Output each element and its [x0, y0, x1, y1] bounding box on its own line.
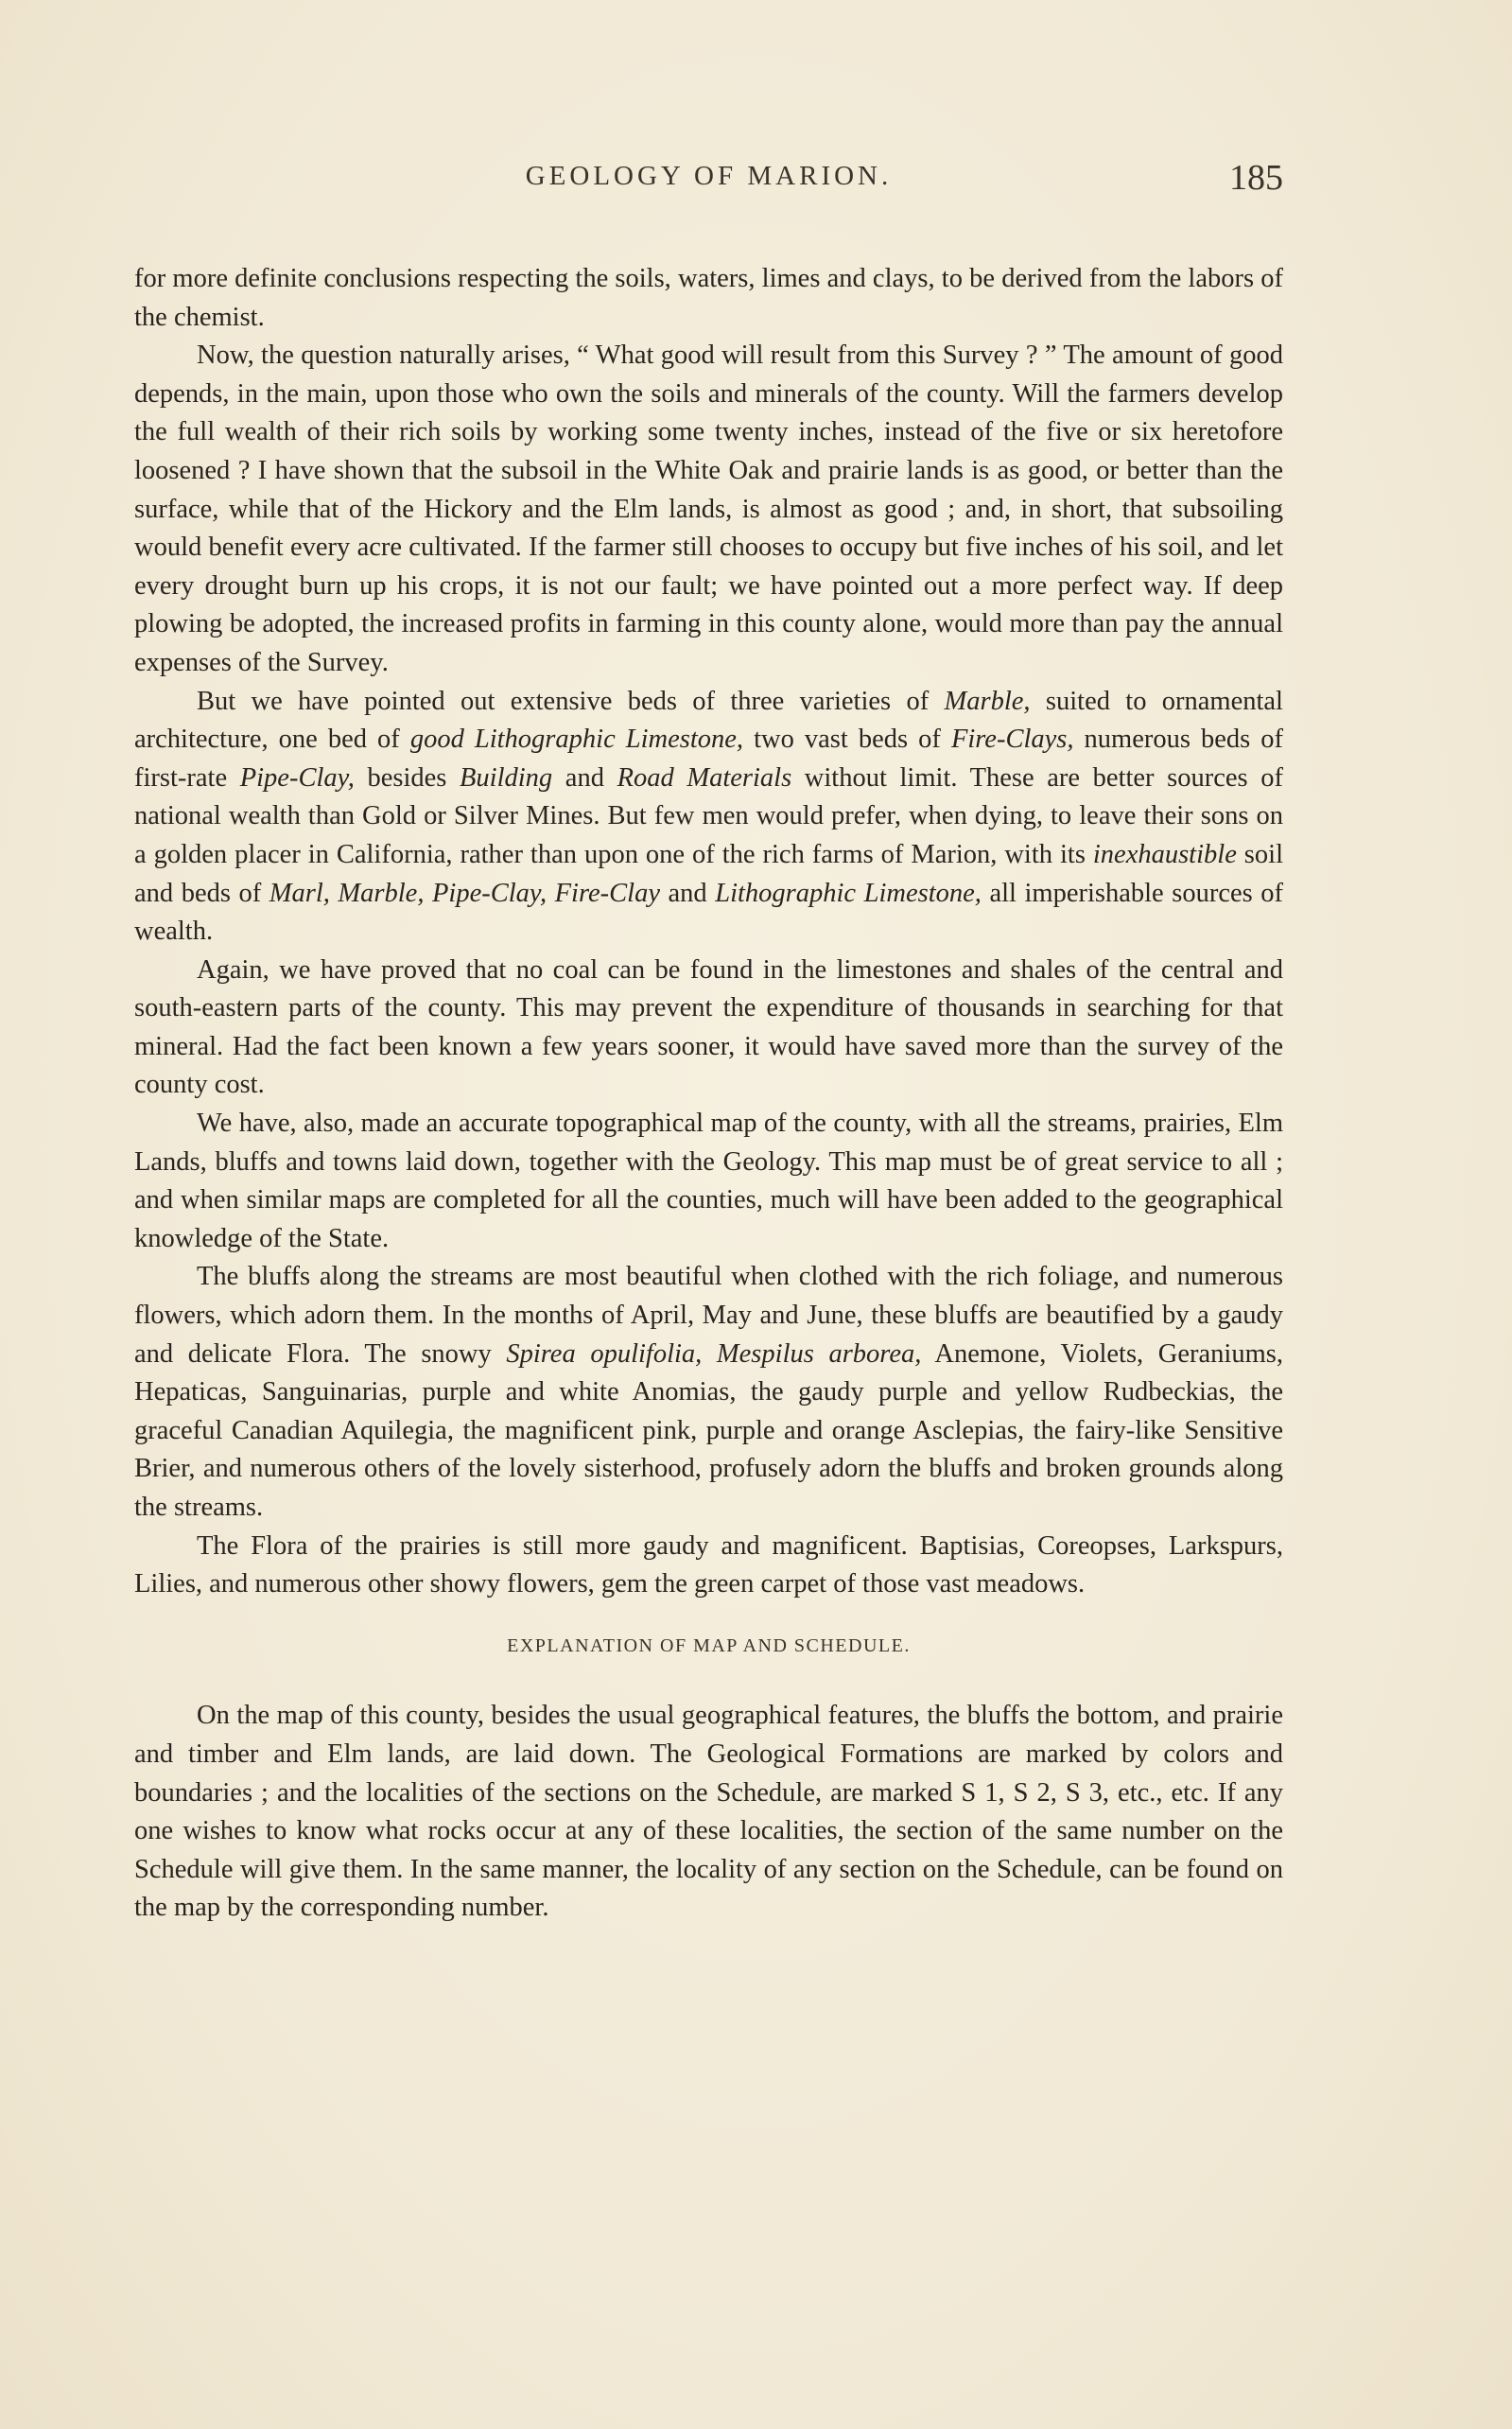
text-run: numerous beds of first-rate — [134, 725, 1283, 793]
paragraph-3 — [134, 683, 1283, 952]
text-run: and — [659, 878, 716, 908]
running-title: GEOLOGY OF MARION. — [525, 161, 893, 191]
text-run: without limit. These are better sources of national wealth than Gold or Silver Mines. But few men would prefer, when dying, to leave their sons on a golden placer in California, rather than upon one of the rich farms of Marion, with its — [134, 762, 1284, 869]
paragraph-1: for more definite conclusions respecting the soils, waters, limes and clays, to be derived from the labors of the chemist. — [134, 264, 1283, 332]
body-text — [134, 260, 1283, 1928]
italic-term: Lithographic Limestone, — [715, 878, 982, 908]
paragraph-4: Again, we have proved that no coal can be found in the limestones and shales of the central and south-eastern parts of the county. This may prevent the expenditure of thousands in searching for that mineral. Had the fact been known a few years sooner, it would have saved more than the survey of the county cost. — [134, 954, 1283, 1100]
italic-term: inexhaustible — [1092, 839, 1237, 869]
italic-term: Road Materials — [617, 762, 792, 793]
text-run: Anemone, Violets, Geraniums, Hepaticas, Sanguinarias, purple and white Anomias, the gaudy purple and yellow Rudbeckias, the graceful Canadian Aquilegia, the magnificent pink, purple and orange Asclepias, the fairy-like Sensitive Brier, and numerous others of the lovely sisterhood, profusely adorn the bluffs and broken grounds along the streams. — [134, 1338, 1283, 1522]
paragraph-5: We have, also, made an accurate topographical map of the county, with all the streams, prairies, Elm Lands, bluffs and towns laid down, together with the Geology. This map must be of great service to all ; and when similar maps are completed for all the counties, much will have been added to the geographical knowledge of the State. — [134, 1109, 1283, 1253]
page-number: 185 — [1229, 158, 1283, 198]
paragraph-8: On the map of this county, besides the usual geographical features, the bluffs the bottom, and prairie and timber and Elm lands, are laid down. The Geological Formations are marked by colors and boundaries ; and the localities of the sections on the Schedule, are marked S 1, S 2, S 3, etc., etc. If any one wishes to know what rocks occur at any of these localities, the section of the same number on the Schedule will give them. In the same manner, the locality of any section on the Schedule, can be found on the map by the corresponding number. — [134, 1701, 1283, 1923]
paragraph-6 — [134, 1258, 1283, 1527]
page-header — [134, 153, 1283, 201]
text-run: suited to ornamental architecture, one bed of — [134, 686, 1283, 755]
italic-term: Spirea opulifolia, Mespilus arborea, — [506, 1338, 922, 1369]
text-run: all imperishable sources of wealth. — [134, 878, 1284, 947]
paragraph-7: The Flora of the prairies is still more gaudy and magnificent. Baptisias, Coreopses, Larkspurs, Lilies, and numerous other showy flowers, gem the green carpet of those vast meadows. — [134, 1530, 1283, 1599]
text-run: But we have pointed out extensive beds of three varieties of — [197, 686, 945, 716]
text-run: soil and beds of — [134, 839, 1283, 908]
text-run: and — [552, 762, 617, 793]
italic-term: Pipe-Clay, — [239, 762, 355, 793]
italic-term: Building — [460, 762, 553, 793]
text-run: The bluffs along the streams are most beautiful when clothed with the rich foliage, and numerous flowers, which adorn them. In the months of April, May and June, these bluffs are beautified by a gaudy and delicate Flora. The snowy — [134, 1262, 1283, 1369]
italic-term: Marl, Marble, Pipe-Clay, Fire-Clay — [269, 878, 660, 908]
text-run: two vast beds of — [743, 725, 951, 755]
italic-term: Fire-Clays, — [950, 725, 1074, 755]
italic-term: Marble, — [944, 686, 1031, 716]
text-run: besides — [354, 762, 460, 793]
italic-term: good Lithographic Limestone, — [409, 725, 744, 755]
paragraph-2: Now, the question naturally arises, “ What good will result from this Survey ? ” The amount of good depends, in the main, upon those who own the soils and minerals of the county. Will the farmers develop the full wealth of their rich soils by working some twenty inches, instead of the five or six heretofore loosened ? I have shown that the subsoil in the White Oak and prairie lands is as good, or better than the surface, while that of the Hickory and the Elm lands, is almost as good ; and, in short, that subsoiling would benefit every acre cultivated. If the farmer still chooses to occupy but five inches of his soil, and let every drought burn up his crops, it is not our fault; we have pointed out a more perfect way. If deep plowing be adopted, the increased profits in farming in this county alone, would more than pay the annual expenses of the Survey. — [134, 341, 1283, 677]
section-heading: EXPLANATION OF MAP AND SCHEDULE. — [507, 1634, 911, 1656]
